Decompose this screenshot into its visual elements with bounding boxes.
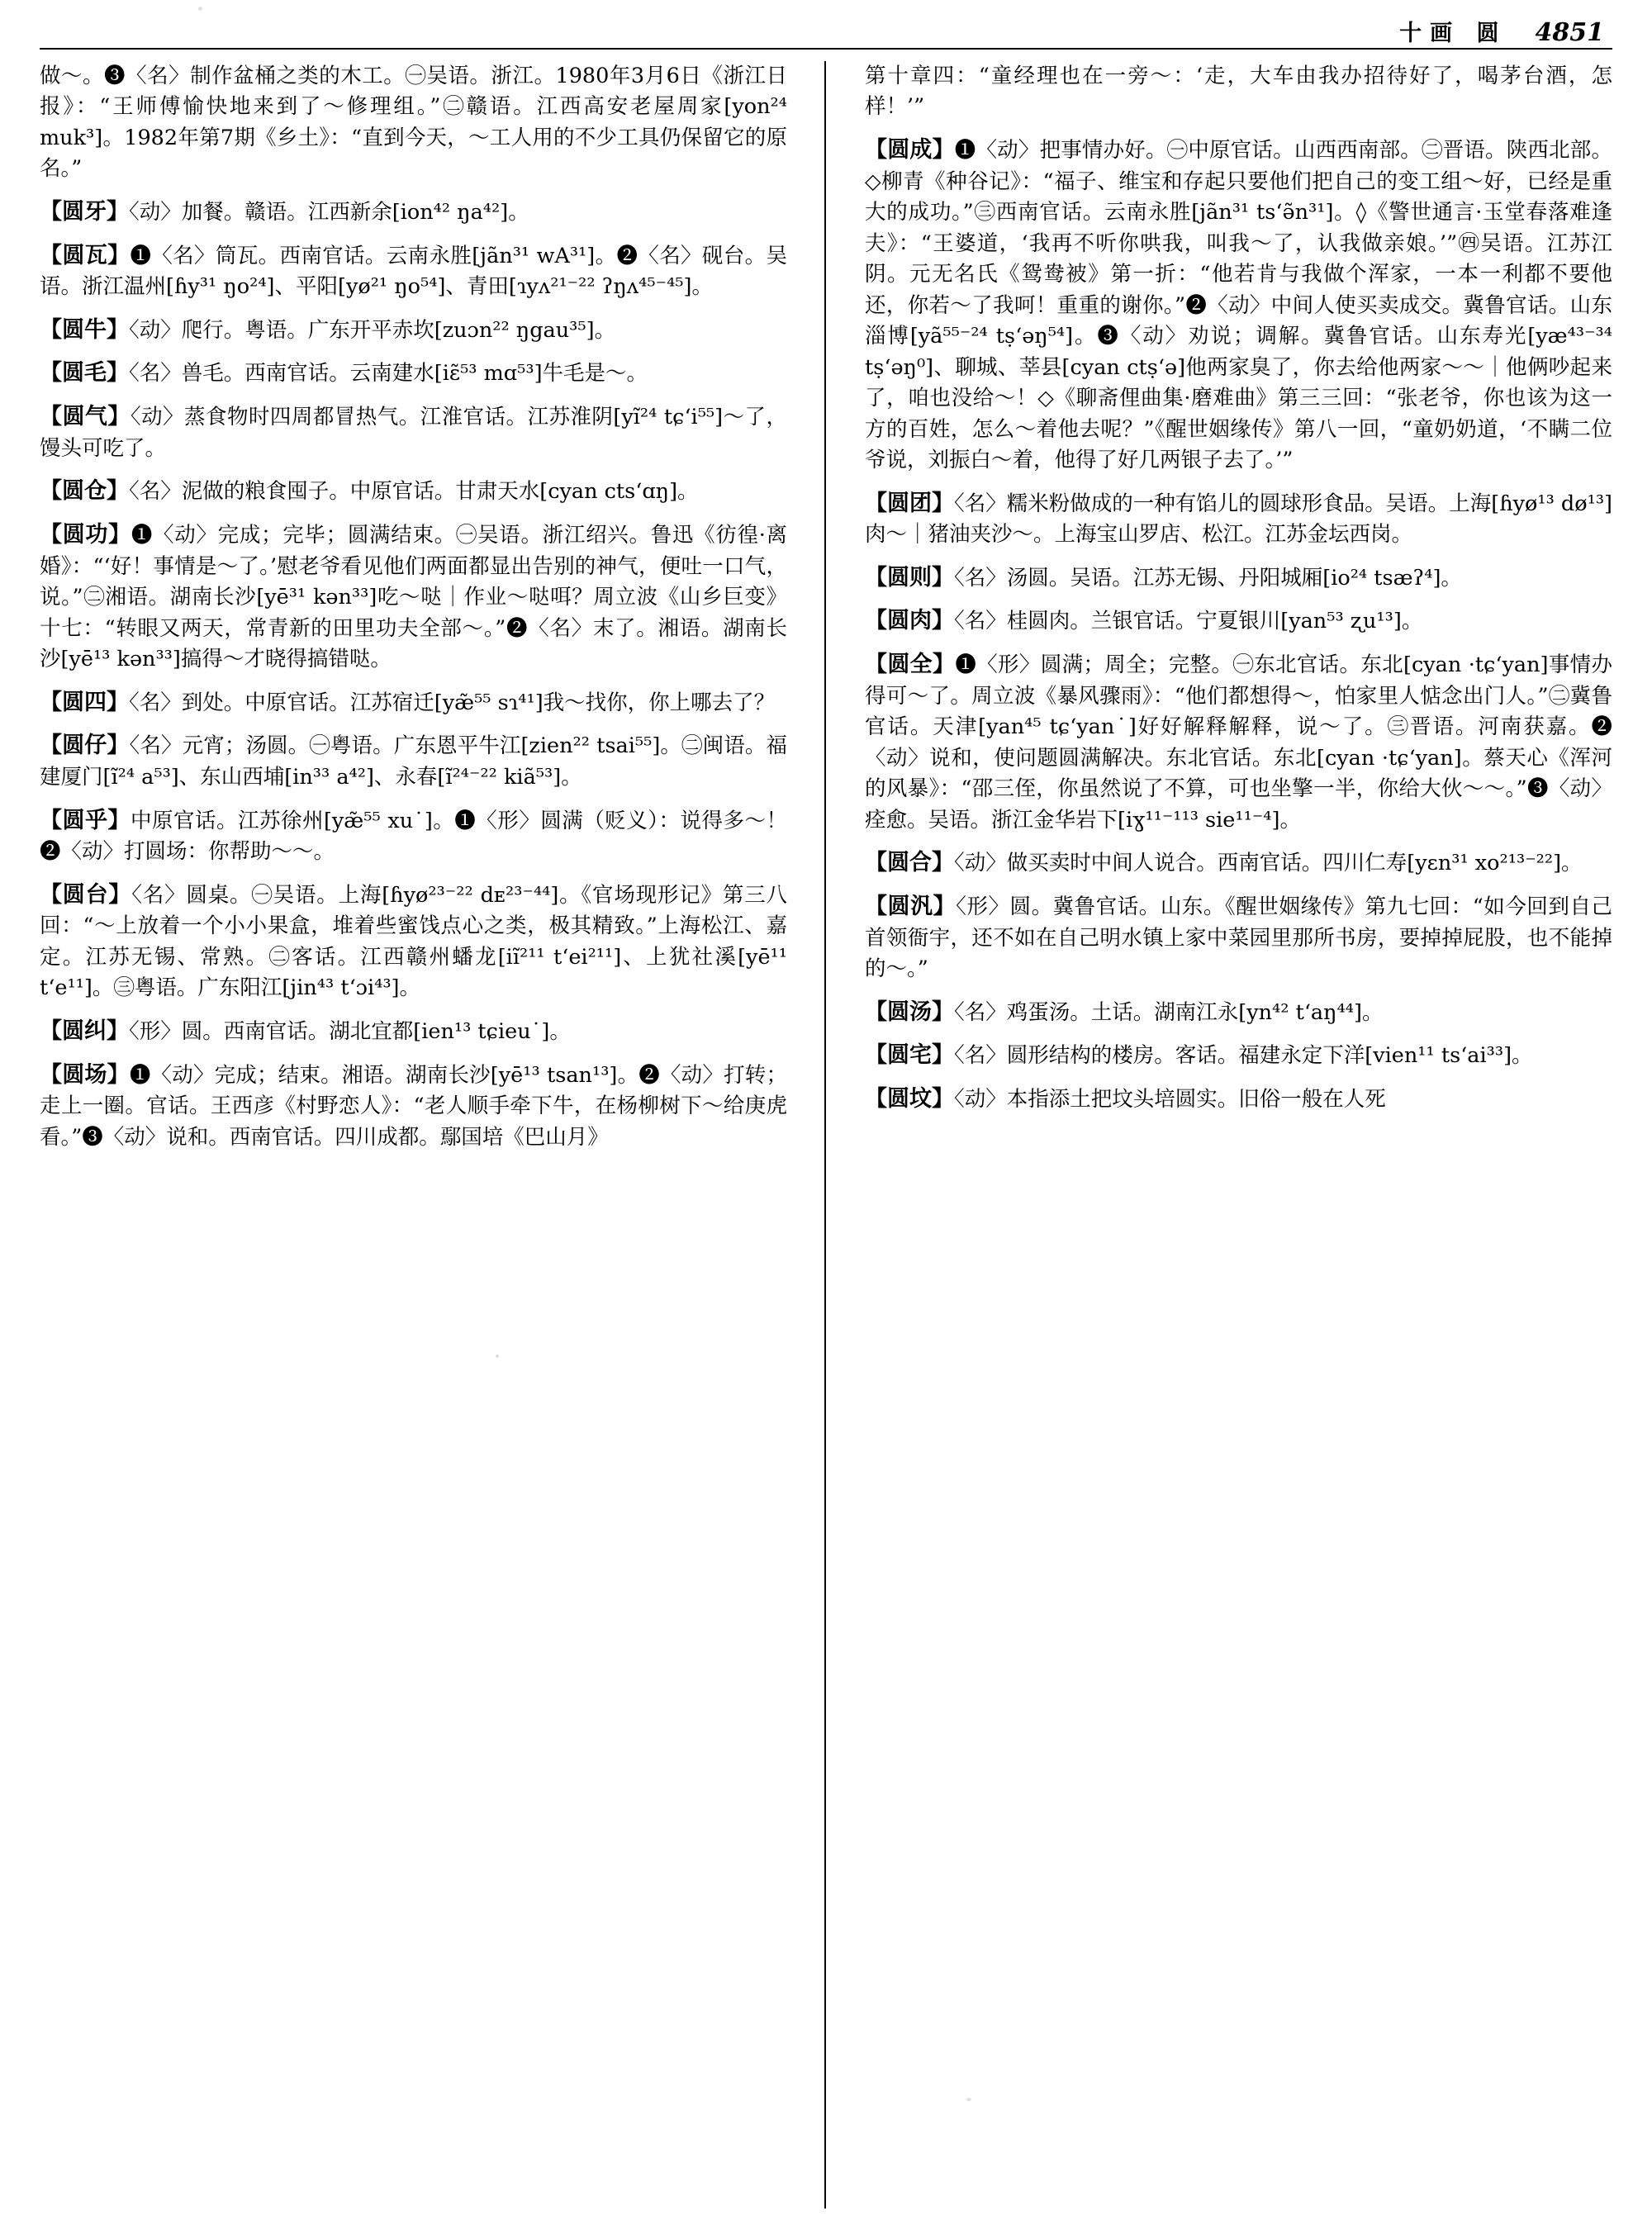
entry-text: 〈名〉汤圆。吴语。江苏无锡、丹阳城厢[io²⁴ tsæʔ⁴]。: [954, 565, 1462, 591]
entry-text: 〈名〉糯米粉做成的一种有馅儿的圆球形食品。吴语。上海[ɦyø¹³ dø¹³]肉〜｜猪油夹沙〜。上海宝山罗店、松江。江苏金坛西岗。: [865, 491, 1612, 548]
entry-text: 〈动〉本指添土把坟头培圆实。旧俗一般在人死: [954, 1086, 1386, 1112]
dictionary-entry: [865, 847, 1612, 880]
entry-headword: 【圆宅】: [865, 1042, 954, 1069]
entry-text: ❶〈动〉完成；完毕；圆满结束。㊀吴语。浙江绍兴。鲁迅《彷徨·离婚》：“‘好！事情是〜了。’慰老爷看见他们两面都显出告别的神气，便吐一口气，说。”㊁湘语。湖南长沙[yē³¹ kən³³]吃〜哒｜作业〜哒咡？周立波《山乡巨变》十七：“转眼又两天，常青新的田里功夫全部〜。”❷〈名〉末了。湘语。湖南长沙[yē¹³ kən³³]搞得〜才晓得搞错哒。: [40, 523, 787, 672]
entry-text: 〈形〉圆。冀鲁官话。山东。《醒世姻缘传》第九七回：“如今回到自己首领衙宇，还不如在自己明水镇上家中菜园里那所书房，要掉掉屁股，也不能掉的〜。”: [865, 894, 1612, 982]
entry-headword: 【圆牙】: [40, 198, 129, 225]
dictionary-entry: [865, 996, 1612, 1029]
dictionary-entry: [40, 314, 787, 347]
entry-text: 〈名〉兽毛。西南官话。云南建水[iɛ̃⁵³ mɑ⁵³]牛毛是〜。: [129, 361, 648, 387]
entry-headword: 【圆纠】: [40, 1018, 129, 1044]
entry-text: 做〜。❸〈名〉制作盆桶之类的木工。㊀吴语。浙江。1980年3月6日《浙江日报》：“王师傅愉快地来到了〜修理组。”㊁赣语。江西高安老屋周家[yon²⁴ muk³]。1982年第7期《乡土》：“直到今天，〜工人用的不少工具仍保留它的原名。”: [40, 64, 787, 182]
page-number: 4851: [1535, 18, 1604, 47]
entry-headword: 【圆气】: [40, 404, 131, 430]
dictionary-entry: [40, 196, 787, 229]
entry-text: ❶〈动〉把事情办好。㊀中原官话。山西西南部。㊁晋语。陕西北部。◇柳青《种谷记》：“福子、维宝和存起只要他们把自己的变工组〜好，已经是重大的成功。”㊂西南官话。云南永胜[jãn³¹ tsʻə̃n³¹]。◊《警世通言·玉堂春落难逢夫》：“王婆道，‘我再不听你哄我，叫我〜了，认我做亲娘。’”㊃吴语。江苏江阴。元无名氏《鸳鸯被》第一折：“他若肯与我做个浑家，一本一利都不要他还，你若〜了我呵！重重的谢你。”❷〈动〉中间人使买卖成交。冀鲁官话。山东淄博[yã⁵⁵⁻²⁴ tṣʻəŋ⁵⁴]。❸〈动〉劝说；调解。冀鲁官话。山东寿光[yæ⁴³⁻³⁴ tṣʻəŋ⁰]、聊城、莘县[ᴄyan ᴄtṣʻə]他两家臭了，你去给他两家〜〜｜他俩吵起来了，咱也没给〜！◇《聊斋俚曲集·磨难曲》第三三回：“张老爷，你也该为这一方的百姓，怎么〜着他去呢？”《醒世姻缘传》第八一回，“童奶奶道，‘不瞒二位爷说，刘振白〜着，他得了好几两银子去了。’”: [865, 137, 1612, 473]
dictionary-entry: [40, 401, 787, 464]
dictionary-entry: [865, 1039, 1612, 1072]
entry-headword: 【圆瓦】: [40, 242, 131, 268]
dictionary-entry: [40, 240, 787, 303]
entry-headword: 【圆成】: [865, 136, 955, 163]
entry-headword: 【圆肉】: [865, 608, 954, 634]
entry-headword: 【圆仔】: [40, 733, 130, 759]
entry-continuation: [865, 61, 1612, 123]
entry-text: 〈名〉桂圆肉。兰银官话。宁夏银川[yan⁵³ ʐu¹³]。: [954, 609, 1423, 634]
dictionary-entry: [40, 1015, 787, 1048]
entry-text: 中原官话。江苏徐州[yæ̃⁵⁵ xu˙]。❶〈形〉圆满（贬义）：说得多〜！❷〈动〉打圆场：你帮助〜〜。: [40, 808, 787, 865]
entry-headword: 【圆毛】: [40, 360, 129, 387]
dictionary-entry: [40, 475, 787, 508]
page-header: [1399, 15, 1604, 47]
entry-headword: 【圆汎】: [865, 893, 957, 919]
dictionary-entry: [865, 487, 1612, 551]
scan-speck: [496, 1355, 499, 1358]
dictionary-entry: [40, 804, 787, 868]
entry-text: ❶〈形〉圆满；周全；完整。㊀东北官话。东北[ᴄyan ·tɕʻyan]事情办得可〜了。周立波《暴风骤雨》：“他们都想得〜，怕家里人惦念出门人。”㊁冀鲁官话。天津[yan⁴⁵ tɕʻyan˙]好好解释解释，说〜了。㊂晋语。河南获嘉。❷〈动〉说和，使问题圆满解决。东北官话。东北[ᴄyan ·tɕʻyan]。蔡天心《浑河的风暴》：“邵三侄，你虽然说了不算，可也坐擎一半，你给大伙〜〜。”❸〈动〉痊愈。吴语。浙江金华岩下[iɣ¹¹⁻¹¹³ sie¹¹⁻⁴]。: [865, 652, 1612, 833]
entry-headword: 【圆全】: [865, 652, 956, 678]
dictionary-entry: [40, 729, 787, 793]
entry-headword: 【圆四】: [40, 689, 129, 715]
entry-text: 〈名〉鸡蛋汤。土话。湖南江永[yn⁴² tʻaŋ⁴⁴]。: [954, 999, 1384, 1025]
entry-headword: 【圆合】: [865, 850, 954, 876]
entry-headword: 【圆牛】: [40, 316, 129, 343]
entry-text: 〈动〉蒸食物时四周都冒热气。江淮官话。江苏淮阴[yĩ²⁴ tɕʻi⁵⁵]〜了，馒头可吃了。: [40, 405, 787, 461]
dictionary-entry: [40, 686, 787, 719]
entry-text: ❶〈名〉筒瓦。西南官话。云南永胜[jãn³¹ wA³¹]。❷〈名〉砚台。吴语。浙江温州[ɦy³¹ ŋo²⁴]、平阳[yø²¹ ŋo⁵⁴]、青田[ɿyʌ²¹⁻²² ʔŋʌ⁴⁵⁻⁴⁵]。: [40, 243, 787, 300]
dictionary-entry: [40, 1059, 787, 1154]
entry-text: 〈名〉到处。中原官话。江苏宿迁[yæ̃⁵⁵ sɿ⁴¹]我〜找你，你上哪去了？: [129, 690, 776, 715]
entry-text: 〈动〉做买卖时中间人说合。西南官话。四川仁寿[yɛn³¹ xo²¹³⁻²²]。: [954, 851, 1583, 876]
entry-headword: 【圆则】: [865, 564, 954, 591]
entry-text: ❶〈动〉完成；结束。湘语。湖南长沙[yē¹³ tsan¹³]。❷〈动〉打转；走上一圈。官话。王西彦《村野恋人》：“老人顺手牵下牛，在杨柳树下〜给庚虎看。”❸〈动〉说和。西南官话。四川成都。鄢国培《巴山月》: [40, 1062, 787, 1150]
dictionary-entry: [865, 134, 1612, 477]
left-column: [40, 61, 787, 2209]
entry-headword: 【圆团】: [865, 490, 954, 516]
entry-text: 〈名〉圆形结构的楼房。客话。福建永定下洋[vien¹¹ tsʻai³³]。: [954, 1043, 1533, 1069]
entry-headword: 【圆乎】: [40, 807, 131, 833]
entry-text: 〈名〉泥做的粮食囤子。中原官话。甘肃天水[ᴄyan ᴄtsʻɑŋ]。: [129, 479, 699, 505]
right-column: [865, 61, 1612, 2209]
entry-headword: 【圆场】: [40, 1061, 130, 1088]
header-rule: [40, 48, 1612, 50]
dictionary-entry: [865, 648, 1612, 836]
entry-headword: 【圆功】: [40, 522, 131, 548]
entry-headword: 【圆台】: [40, 881, 132, 908]
dictionary-entry: [865, 890, 1612, 985]
entry-text: 〈动〉加餐。赣语。江西新余[ion⁴² ŋa⁴²]。: [129, 199, 529, 225]
scan-speck: [966, 2098, 971, 2101]
dictionary-entry: [865, 562, 1612, 595]
dictionary-entry: [40, 519, 787, 676]
entry-text: 〈名〉圆桌。㊀吴语。上海[ɦyø²³⁻²² dᴇ²³⁻⁴⁴]。《官场现形记》第三八回：“〜上放着一个小小果盒，堆着些蜜饯点心之类，极其精致。”上海松江、嘉定。江苏无锡、常熟。㊁客话。江西赣州蟠龙[iĩ²¹¹ tʻei²¹¹]、上犹社溪[yē¹¹ tʻe¹¹]。㊂粤语。广东阳江[jin⁴³ tʻɔi⁴³]。: [40, 882, 787, 1001]
dictionary-entry: [865, 1083, 1612, 1116]
running-head: 十画 圆: [1399, 21, 1507, 46]
entry-text: 〈形〉圆。西南官话。湖北宜都[ien¹³ tɕieu˙]。: [129, 1018, 571, 1044]
scan-speck: [198, 7, 202, 11]
entry-headword: 【圆汤】: [865, 999, 954, 1025]
entry-text: 〈动〉爬行。粤语。广东开平赤坎[zuɔn²² ŋgau³⁵]。: [129, 317, 616, 343]
entry-headword: 【圆坟】: [865, 1085, 954, 1112]
dictionary-entry: [40, 357, 787, 390]
column-divider: [824, 61, 826, 2209]
entry-text: 第十章四：“童经理也在一旁〜：‘走，大车由我办招待好了，喝茅台酒，怎样！’”: [865, 64, 1612, 120]
page-body: [40, 61, 1612, 2209]
entry-continuation: [40, 61, 787, 185]
entry-headword: 【圆仓】: [40, 478, 129, 505]
dictionary-entry: [40, 879, 787, 1004]
dictionary-entry: [865, 605, 1612, 638]
entry-text: 〈名〉元宵；汤圆。㊀粤语。广东恩平牛江[zien²² tsai⁵⁵]。㊁闽语。福建厦门[ĩ²⁴ a⁵³]、东山西埔[in³³ a⁴²]、永春[ĩ²⁴⁻²² kiã⁵³]。: [40, 733, 787, 790]
